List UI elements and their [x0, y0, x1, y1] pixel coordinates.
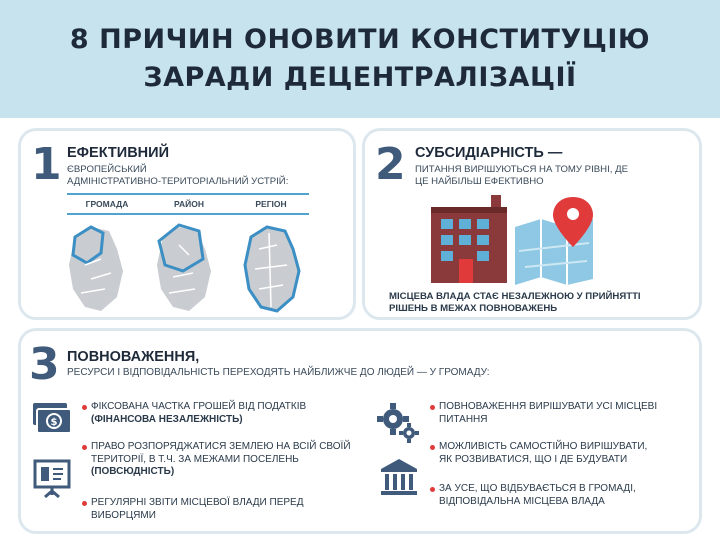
divider: [67, 193, 309, 195]
bullet-item: МОЖЛИВІСТЬ САМОСТІЙНО ВИРІШУВАТИ, ЯК РОЗВИВАТИСЯ, ЩО І ДЕ БУДУВАТИ: [439, 441, 647, 466]
card-subtitle-line1: ПИТАННЯ ВИРІШУЮТЬСЯ НА ТОМУ РІВНІ, ДЕ: [415, 164, 628, 175]
card-number: 1: [31, 139, 62, 190]
card-title: ПОВНОВАЖЕННЯ,: [67, 349, 200, 365]
card-efficient: [18, 128, 356, 320]
government-building-icon: [379, 457, 419, 497]
map-hromada-icon: [69, 227, 123, 311]
svg-text:$: $: [50, 417, 58, 428]
bullet-item: РЕГУЛЯРНІ ЗВІТИ МІСЦЕВОЇ ВЛАДИ ПЕРЕД ВИБОРЦЯМИ: [91, 497, 303, 522]
map-region-icon: [245, 227, 299, 311]
card-subtitle: РЕСУРСИ І ВІДПОВІДАЛЬНІСТЬ ПЕРЕХОДЯТЬ НАЙБЛИЖЧЕ ДО ЛЮДЕЙ — У ГРОМАДУ:: [67, 367, 490, 378]
bullet-item: ПРАВО РОЗПОРЯДЖАТИСЯ ЗЕМЛЕЮ НА ВСІЙ СВОЇЙ ТЕРИТОРІЇ, В Т.Ч. ЗА МЕЖАМИ ПОСЕЛЕНЬ (ПОВСЮДНІСТЬ): [91, 441, 351, 479]
card-number: 3: [29, 339, 60, 390]
bullet-item: ЗА УСЕ, ЩО ВІДБУВАЄТЬСЯ В ГРОМАДІ, ВІДПОВІДАЛЬНА МІСЦЕВА ВЛАДА: [439, 483, 636, 508]
legend-raion: РАЙОН: [174, 199, 204, 209]
header-banner: [0, 0, 720, 118]
card-subtitle-line1: ЄВРОПЕЙСЬКИЙ: [67, 164, 147, 175]
card-subtitle-line2: ЦЕ НАЙБІЛЬШ ЕФЕКТИВНО: [415, 176, 544, 187]
card-title: ЕФЕКТИВНИЙ: [67, 145, 169, 161]
legend-region: РЕГІОН: [255, 199, 287, 209]
gears-icon: [377, 403, 421, 443]
page-title-line1: 8 ПРИЧИН ОНОВИТИ КОНСТИТУЦІЮ: [69, 24, 651, 55]
money-icon: [31, 401, 73, 437]
region-maps-illustration: [61, 219, 321, 319]
card-powers: [18, 328, 702, 534]
bullet-item: ПОВНОВАЖЕННЯ ВИРІШУВАТИ УСІ МІСЦЕВІ ПИТАННЯ: [439, 401, 657, 426]
divider: [67, 213, 309, 215]
card-footer-line1: МІСЦЕВА ВЛАДА СТАЄ НЕЗАЛЕЖНОЮ У ПРИЙНЯТТІ: [389, 291, 641, 302]
local-government-illustration: [429, 193, 599, 285]
card-number: 2: [375, 139, 406, 190]
map-raion-icon: [157, 225, 211, 311]
bullet-item: ФІКСОВАНА ЧАСТКА ГРОШЕЙ ВІД ПОДАТКІВ (ФІНАНСОВА НЕЗАЛЕЖНІСТЬ): [91, 401, 306, 426]
page-title-line2: ЗАРАДИ ДЕЦЕНТРАЛІЗАЦІЇ: [143, 62, 577, 93]
presentation-icon: [33, 459, 71, 499]
card-subsidiarity: [362, 128, 702, 320]
building-icon: [431, 195, 507, 283]
card-title: СУБСИДІАРНІСТЬ —: [415, 145, 563, 161]
legend-hromada: ГРОМАДА: [85, 199, 129, 209]
card-footer-line2: РІШЕНЬ В МЕЖАХ ПОВНОВАЖЕНЬ: [389, 303, 558, 314]
card-subtitle-line2: АДМІНІСТРАТИВНО-ТЕРИТОРІАЛЬНИЙ УСТРІЙ:: [67, 176, 289, 187]
